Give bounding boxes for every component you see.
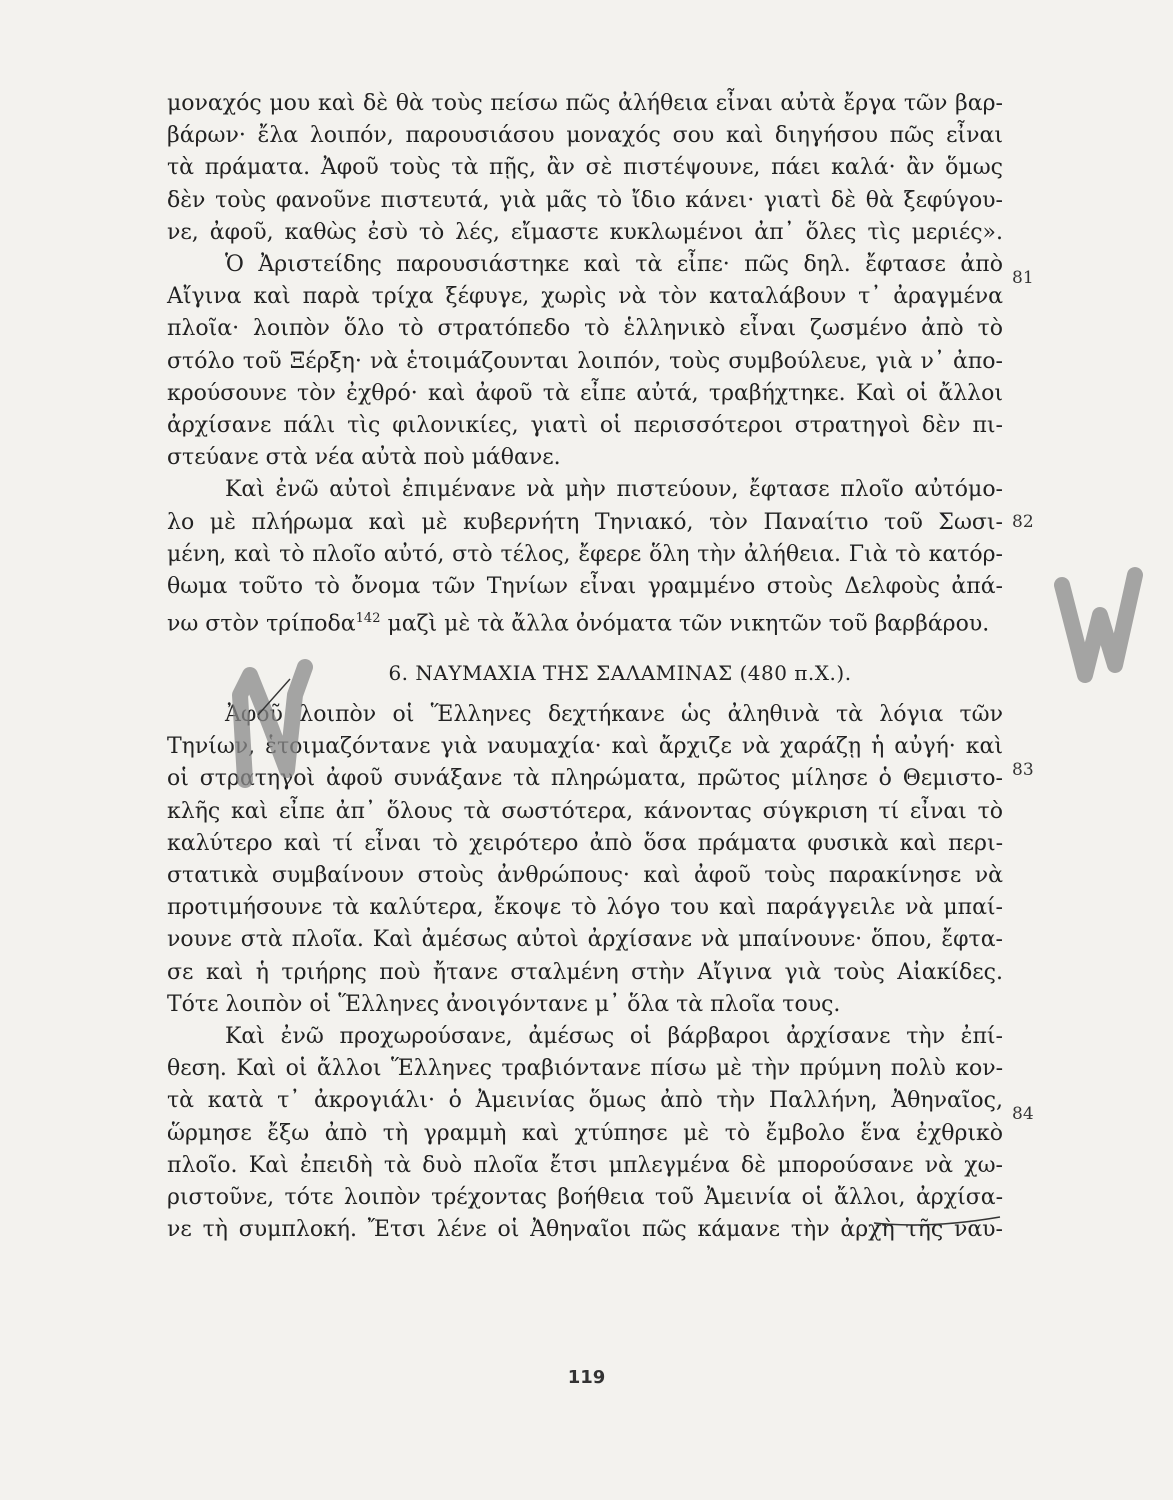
paragraph — [167, 249, 1003, 474]
text-line: Καὶ ἐνῶ αὐτοὶ ἐπιμένανε νὰ μὴν πιστεύουν, ἔφτασε πλοῖο αὐτόμο- — [225, 477, 1003, 503]
footnote-142[interactable]: 142 — [355, 611, 381, 627]
text-line: πλοῖα· λοιπὸν ὅλο τὸ στρατόπεδο τὸ ἑλληνικὸ εἶναι ζωσμένο ἀπὸ τὸ — [167, 316, 1003, 342]
text-part-1 — [167, 88, 1003, 603]
text-line: καλύτερο καὶ τί εἶναι τὸ χειρότερο ἀπὸ ὅσα πράματα φυσικὰ καὶ περι- — [167, 830, 1003, 856]
text-line: Τότε λοιπὸν οἱ Ἕλληνες ἀνοιγόντανε μ᾽ ὅλα τὰ πλοῖα τους. — [167, 991, 841, 1017]
page-number: 119 — [567, 1367, 606, 1388]
pencil-scribble-right — [1040, 555, 1150, 695]
text-line — [167, 603, 1003, 641]
text-line: σε καὶ ἡ τριήρης ποὺ ἤτανε σταλμένη στὴν Αἴγινα γιὰ τοὺς Αἰακίδες. — [167, 959, 1003, 985]
text-line: στατικὰ συμβαίνουν στοὺς ἀνθρώπους· καὶ ἀφοῦ τοὺς παρακίνησε νὰ — [167, 863, 1003, 888]
pencil-underline — [870, 1213, 1010, 1229]
text-line: νουνε στὰ πλοῖα. Καὶ ἀμέσως αὐτοὶ ἀρχίσανε νὰ μπαίνουνε· ὅπου, ἔφτα- — [167, 927, 1003, 953]
margin-number-81: 81 — [1012, 268, 1034, 288]
tripod-text-after: μαζὶ μὲ τὰ ἄλλα ὀνόματα τῶν νικητῶν τοῦ βαρβάρου. — [380, 611, 990, 637]
text-line: δὲν τοὺς φανοῦνε πιστευτά, γιὰ μᾶς τὸ ἴδιο κάνει· γιατὶ δὲ θὰ ξεφύγου- — [167, 187, 1003, 213]
section-heading: 6. ΝΑΥΜΑΧΙΑ ΤΗΣ ΣΑΛΑΜΙΝΑΣ (480 π.Χ.). — [388, 660, 852, 685]
text-line: προτιμήσουνε τὰ καλύτερα, ἔκοψε τὸ λόγο του καὶ παράγγειλε νὰ μπαί- — [167, 895, 1003, 921]
text-line: λο μὲ πλήρωμα καὶ μὲ κυβερνήτη Τηνιακό, τὸν Παναίτιο τοῦ Σωσι- — [167, 509, 1003, 535]
text-line: οἱ στρατηγοὶ ἀφοῦ συνάξανε τὰ πληρώματα, πρῶτος μίλησε ὁ Θεμιστο- — [167, 766, 1003, 792]
text-line: στεύανε στὰ νέα αὐτὰ ποὺ μάθανε. — [167, 445, 561, 471]
text-line: Ἀφοῦ λοιπὸν οἱ Ἕλληνες δεχτήκανε ὡς ἀληθινὰ τὰ λόγια τῶν — [225, 701, 1003, 727]
paragraph — [167, 474, 1003, 603]
text-line: νε τὴ συμπλοκή. Ἔτσι λένε οἱ Ἀθηναῖοι πῶς κάμανε τὴν ἀρχὴ τῆς ναυ- — [167, 1217, 1003, 1243]
margin-number-84: 84 — [1012, 1104, 1034, 1124]
pencil-mark-diagonal — [250, 675, 300, 720]
text-line: κλῆς καὶ εἶπε ἀπ᾽ ὅλους τὰ σωστότερα, κάνοντας σύγκριση τί εἶναι τὸ — [167, 798, 1003, 824]
text-line: μοναχός μου καὶ δὲ θὰ τοὺς πείσω πῶς ἀλήθεια εἶναι αὐτὰ ἔργα τῶν βαρ- — [167, 91, 1003, 116]
text-line: ἀρχίσανε πάλι τὶς φιλονικίες, γιατὶ οἱ περισσότεροι στρατηγοὶ δὲν πι- — [167, 413, 1003, 439]
text-line: πλοῖο. Καὶ ἐπειδὴ τὰ δυὸ πλοῖα ἔτσι μπλεγμένα δὲ μπορούσανε νὰ χω- — [167, 1152, 1003, 1178]
text-line: τὰ κατὰ τ᾽ ἀκρογιάλι· ὁ Ἀμεινίας ὅμως ἀπὸ τὴν Παλλήνη, Ἀθηναῖος, — [167, 1088, 1003, 1114]
tripod-paragraph-end — [167, 603, 1003, 641]
text-line: ὥρμησε ἔξω ἀπὸ τὴ γραμμὴ καὶ χτύπησε μὲ τὸ ἔμβολο ἕνα ἐχθρικὸ — [167, 1120, 1003, 1146]
text-line: τὰ πράματα. Ἀφοῦ τοὺς τὰ πῇς, ἂν σὲ πιστέψουνε, πάει καλά· ἂν ὅμως — [167, 155, 1003, 181]
text-line: θωμα τοῦτο τὸ ὄνομα τῶν Τηνίων εἶναι γραμμένο στοὺς Δελφοὺς ἀπά- — [167, 574, 1003, 600]
text-line: στόλο τοῦ Ξέρξη· νὰ ἑτοιμάζουνται λοιπόν, τοὺς συμβούλευε, γιὰ ν᾽ ἀπο- — [167, 348, 1003, 374]
paragraph — [167, 88, 1003, 249]
margin-number-83: 83 — [1012, 760, 1034, 780]
text-line: ριστοῦνε, τότε λοιπὸν τρέχοντας βοήθεια τοῦ Ἀμεινία οἱ ἄλλοι, ἀρχίσα- — [167, 1185, 1003, 1211]
text-line: Καὶ ἐνῶ προχωρούσανε, ἀμέσως οἱ βάρβαροι ἀρχίσανε τὴν ἐπί- — [225, 1024, 1003, 1050]
text-line: Τηνίων, ἑτοιμαζόντανε γιὰ ναυμαχία· καὶ ἄρχιζε νὰ χαράζῃ ἡ αὐγή· καὶ — [167, 734, 1003, 760]
text-line: κρούσουνε τὸν ἐχθρό· καὶ ἀφοῦ τὰ εἶπε αὐτά, τραβήχτηκε. Καὶ οἱ ἄλλοι — [167, 380, 1003, 406]
margin-number-82: 82 — [1012, 512, 1034, 532]
text-line: βάρων· ἔλα λοιπόν, παρουσιάσου μοναχός σου καὶ διηγήσου πῶς εἶναι — [167, 123, 1003, 149]
text-line: θεση. Καὶ οἱ ἄλλοι Ἕλληνες τραβιόντανε πίσω μὲ τὴν πρύμνη πολὺ κον- — [167, 1056, 1003, 1082]
text-line: Ὁ Ἀριστείδης παρουσιάστηκε καὶ τὰ εἶπε· πῶς δηλ. ἔφτασε ἀπὸ — [225, 252, 1003, 278]
text-line: νε, ἀφοῦ, καθὼς ἐσὺ τὸ λές, εἴμαστε κυκλωμένοι ἀπ᾽ ὅλες τὶς μεριές». — [167, 219, 1003, 245]
text-line: μένη, καὶ τὸ πλοῖο αὐτό, στὸ τέλος, ἔφερε ὅλη τὴν ἀλήθεια. Γιὰ τὸ κατόρ- — [167, 541, 1003, 567]
tripod-text-before: νω στὸν τρίποδα — [167, 611, 356, 637]
text-line: Αἴγινα καὶ παρὰ τρίχα ξέφυγε, χωρὶς νὰ τὸν καταλάβουν τ᾽ ἀραγμένα — [167, 284, 1003, 310]
